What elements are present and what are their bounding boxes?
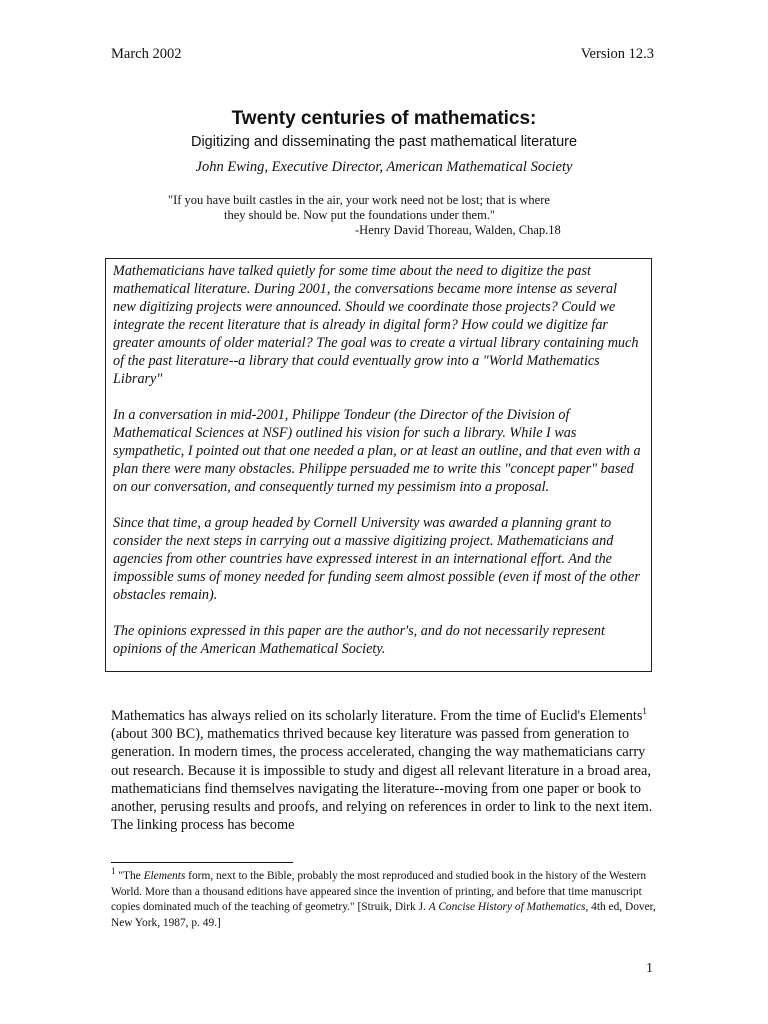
footnote-number: 1 xyxy=(111,866,116,877)
header-date: March 2002 xyxy=(111,46,182,62)
author-line: John Ewing, Executive Director, American Mathematical Society xyxy=(195,159,573,175)
footnote xyxy=(111,866,659,931)
footnote-divider xyxy=(111,862,293,863)
preface-paragraph-4: The opinions expressed in this paper are the author's, and do not necessarily represent opinions of the American Mathematical Society. xyxy=(113,623,605,657)
body-text xyxy=(111,707,656,834)
footnote-text: form, next to the Bible, probably the most reproduced and studied book in the history of the Western World. More than a thousand editions have appeared since the invention of printing, and before that time manuscript copies dominated much of the teaching of geometry." [Struik, Dirk J. xyxy=(111,870,647,913)
footnote-end: , 4th ed, Dover, New York, 1987, p. 49.] xyxy=(111,901,656,929)
epigraph-attribution: -Henry David Thoreau, Walden, Chap.18 xyxy=(355,223,561,237)
footnote-reference[interactable]: 1 xyxy=(642,706,647,717)
preface-paragraph-3: Since that time, a group headed by Cornell University was awarded a planning grant to consider the next steps in carrying out a massive digitizing project. Mathematicians and agencies from other countries have expressed interest in an international effort. And the impossible sums of money needed for funding seem almost possible (even if most of the other obstacles remain). xyxy=(113,515,640,603)
preface-box xyxy=(105,258,652,672)
document-subtitle: Digitizing and disseminating the past mathematical literature xyxy=(190,134,578,150)
body-paragraph xyxy=(111,707,656,834)
epigraph-line-1: "If you have built castles in the air, your work need not be lost; that is where xyxy=(168,193,550,207)
header-version: Version 12.3 xyxy=(580,46,654,62)
footnote-open: "The xyxy=(115,870,144,882)
footnote-elements-title: Elements xyxy=(143,870,186,882)
preface-paragraph-2: In a conversation in mid-2001, Philippe Tondeur (the Director of the Division of Mathematical Sciences at NSF) outlined his vision for such a library. While I was sympathetic, I pointed out that one needed a plan, or at least an outline, and that even with a plan there were many obstacles. Philippe persuaded me to write this "concept paper" based on our conversation, and consequently turned my pessimism into a proposal. xyxy=(113,407,641,495)
footnote-book-title: A Concise History of Mathematics xyxy=(428,901,586,913)
body-text-part-2: (about 300 BC), mathematics thrived because key literature was passed from generation to generation. In modern times, the process accelerated, changing the way mathematicians carry out research. Because it is impossible to study and digest all relevant literature in a broad area, mathematicians find themselves navigating the literature--moving from one paper or book to another, perusing results and proofs, and relying on references in order to link to the next item. The linking process has become xyxy=(111,726,653,834)
page-number: 1 xyxy=(646,961,653,976)
document-title: Twenty centuries of mathematics: xyxy=(231,108,537,129)
preface-paragraph-1: Mathematicians have talked quietly for some time about the need to digitize the past mathematical literature. During 2001, the conversations became more intense as several new digitizing projects were announced. Should we coordinate those projects? Could we integrate the recent literature that is already in digital form? How could we digitize far greater amounts of older material? The goal was to create a virtual library containing much of the past literature--a library that could eventually grow into a "World Mathematics Library" xyxy=(113,263,639,387)
epigraph-line-2: they should be. Now put the foundations under them." xyxy=(224,208,496,222)
body-text-part-1: Mathematics has always relied on its scholarly literature. From the time of Euclid's Elements xyxy=(111,708,643,724)
